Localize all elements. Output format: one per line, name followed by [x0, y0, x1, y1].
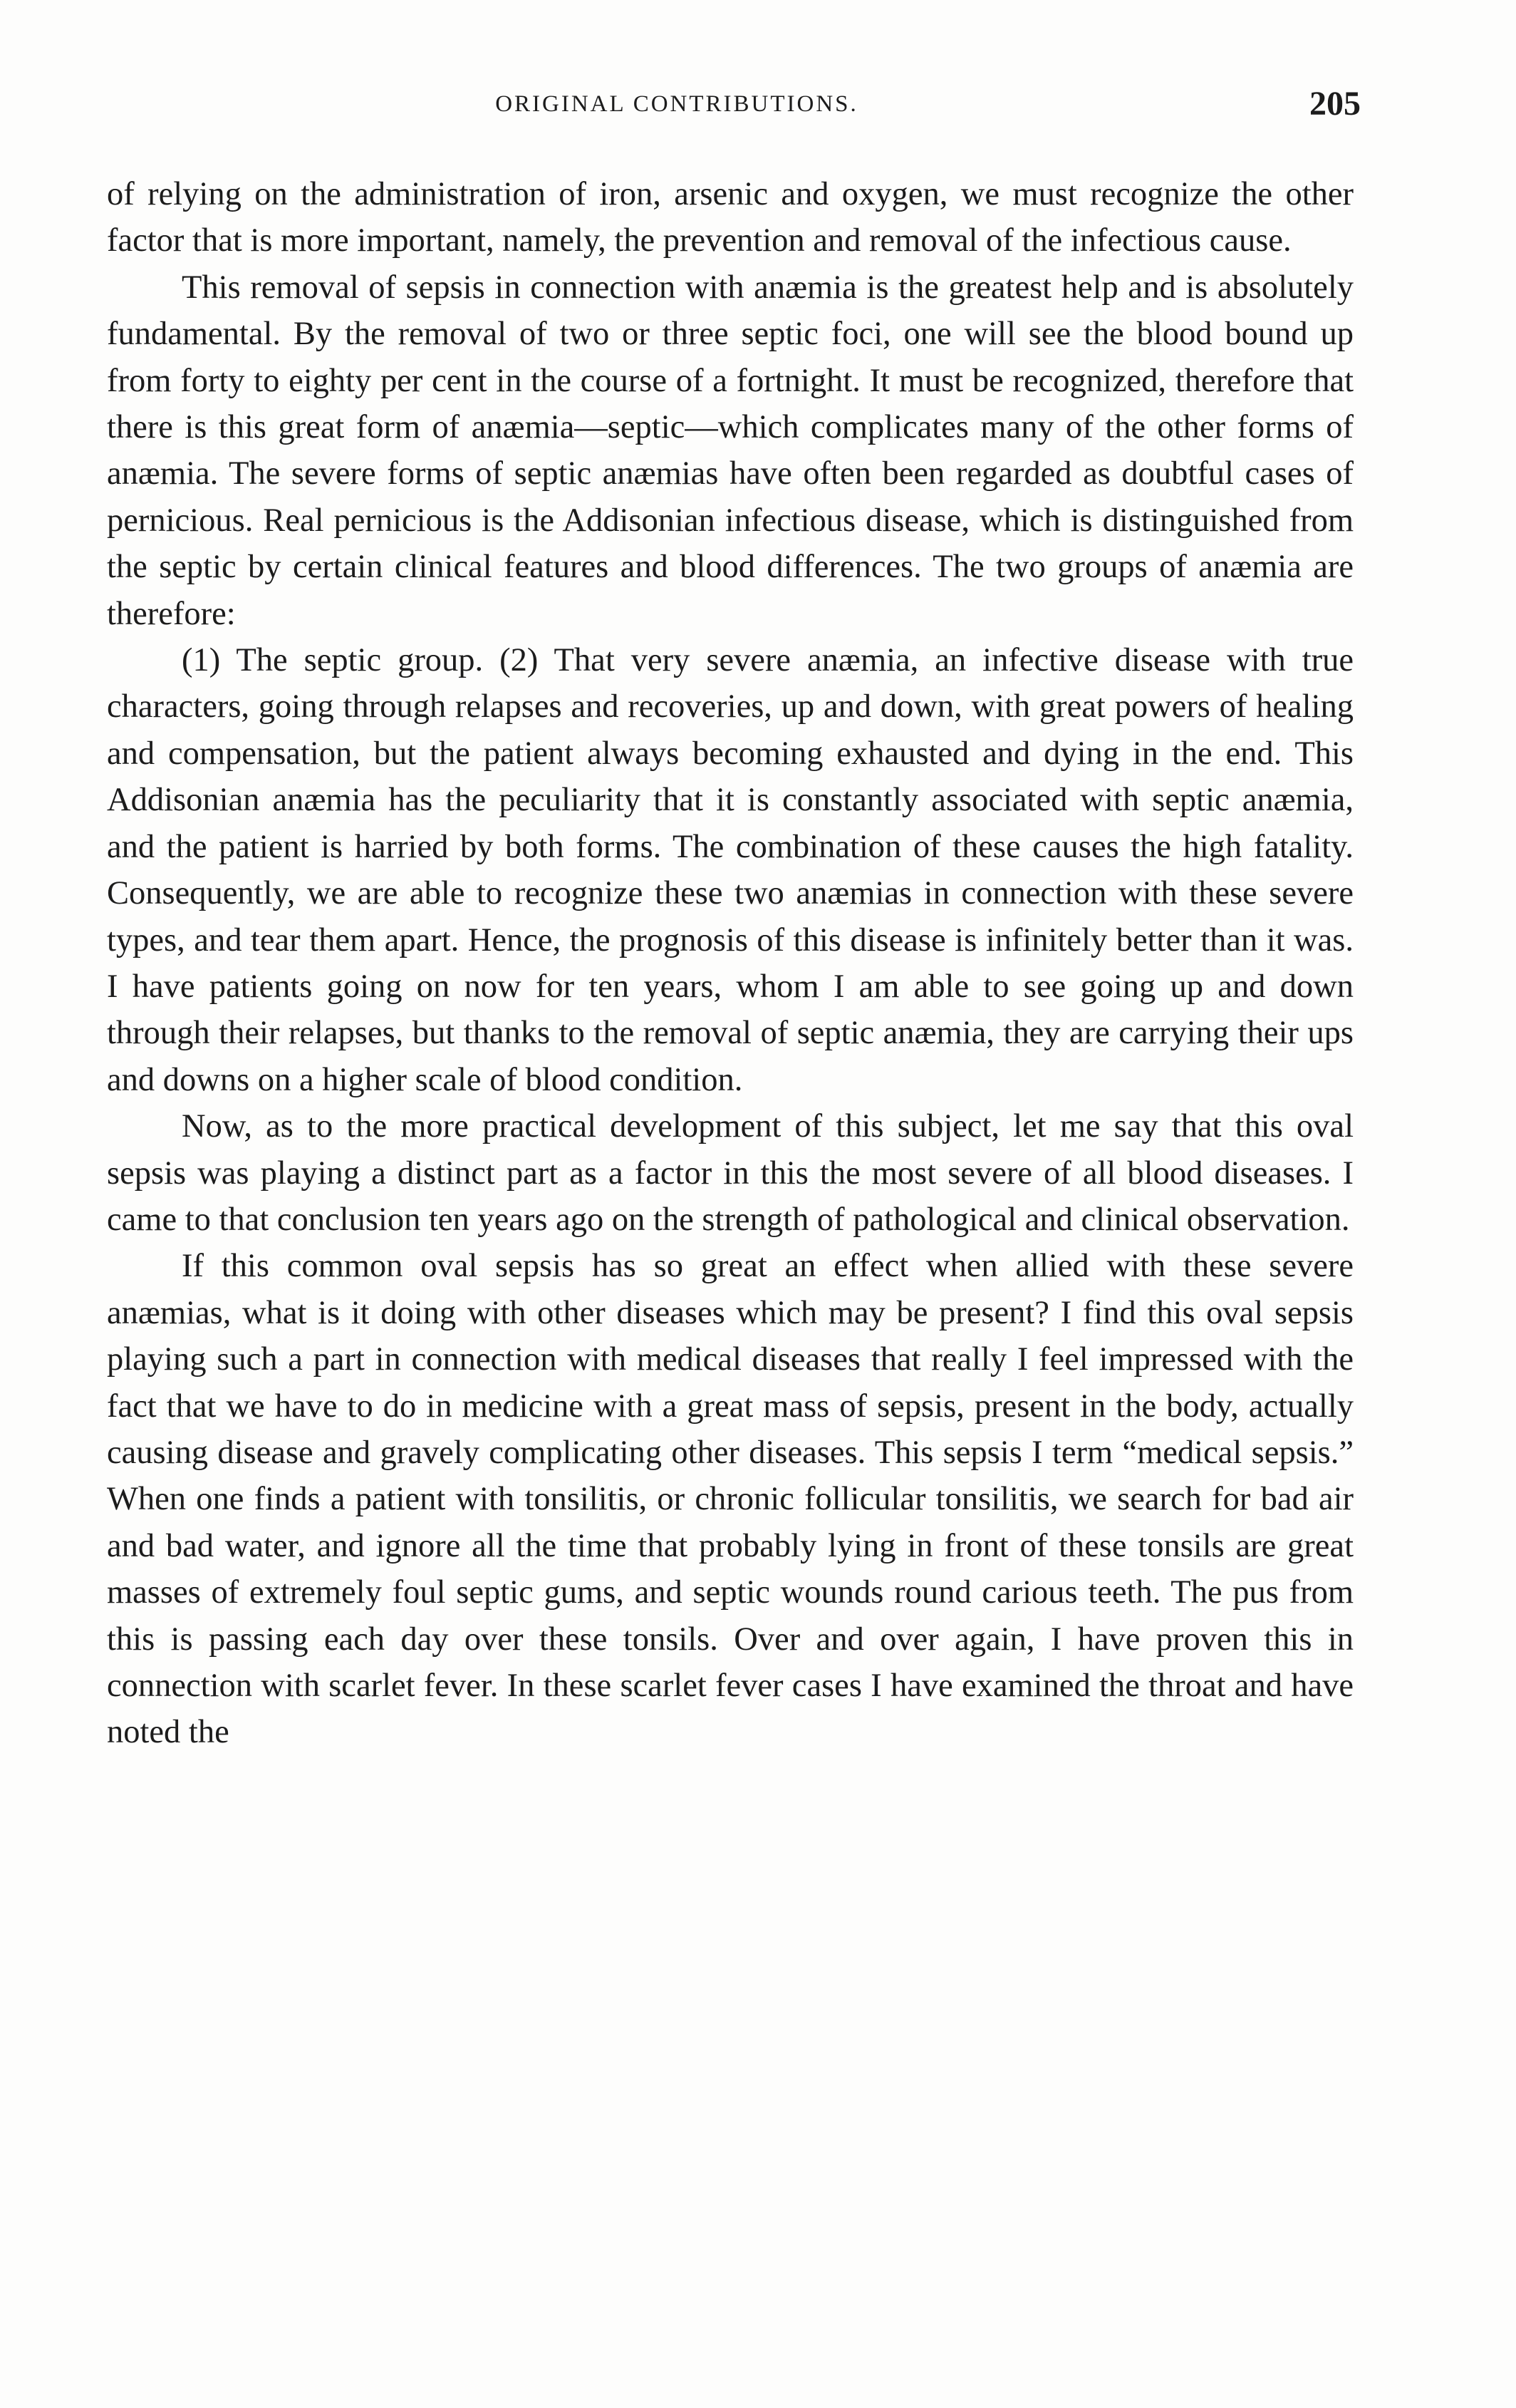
- paragraph-practical-development: Now, as to the more practical development of this subject, let me say that this oval sepsis was playing a distinct part as a factor in this the most severe of all blood diseases. I came to that conclusion ten years ago on the strength of pathological and clinical observation.: [107, 1108, 1354, 1238]
- paragraph-anaemia-groups: (1) The septic group. (2) That very severe anæmia, an infective disease with true characters, going through relapses and recoveries, up and down, with great powers of healing and compensation, but the patient always becoming exhausted and dying in the end. This Addisonian anæmia has the peculiarity that it is constantly associated with septic anæmia, and the patient is harried by both forms. The combination of these causes the high fatality. Consequently, we are able to recognize these two anæmias in connection with these severe types, and tear them apart. Hence, the prognosis of this disease is infinitely better than it was. I have patients going on now for ten years, whom I am able to see going up and down through their relapses, but thanks to the removal of septic anæmia, they are carrying their ups and downs on a higher scale of blood condition.: [107, 642, 1354, 1098]
- body-text: [107, 171, 1354, 1756]
- page-number: 205: [1309, 85, 1361, 123]
- paragraph-sepsis-removal: This removal of sepsis in connection with anæmia is the greatest help and is absolutely fundamental. By the removal of two or three septic foci, one will see the blood bound up from forty to eighty per cent in the course of a fortnight. It must be recognized, therefore that there is this great form of anæmia—septic—which complicates many of the other forms of anæmia. The severe forms of septic anæmias have often been regarded as doubtful cases of pernicious. Real pernicious is the Addisonian infectious disease, which is distinguished from the septic by certain clinical features and blood differences. The two groups of anæmia are therefore:: [107, 269, 1354, 632]
- running-head: [107, 84, 1361, 127]
- running-title: ORIGINAL CONTRIBUTIONS.: [495, 91, 858, 117]
- paragraph-medical-sepsis: If this common oval sepsis has so great an effect when allied with these severe anæmias, what is it doing with other diseases which may be present? I find this oval sepsis playing such a part in connection with medical diseases that really I feel impressed with the fact that we have to do in medicine with a great mass of sepsis, present in the body, actually causing disease and gravely complicating other diseases. This sepsis I term “medical sepsis.” When one finds a patient with tonsilitis, or chronic follicular tonsilitis, we search for bad air and bad water, and ignore all the time that probably lying in front of these tonsils are great masses of extremely foul septic gums, and septic wounds round carious teeth. The pus from this is passing each day over these tonsils. Over and over again, I have proven this in connection with scarlet fever. In these scarlet fever cases I have examined the throat and have noted the: [107, 1248, 1354, 1751]
- paragraph-continued: of relying on the administration of iron, arsenic and oxygen, we must recognize the other factor that is more important, namely, the prevention and removal of the infectious cause.: [107, 176, 1354, 259]
